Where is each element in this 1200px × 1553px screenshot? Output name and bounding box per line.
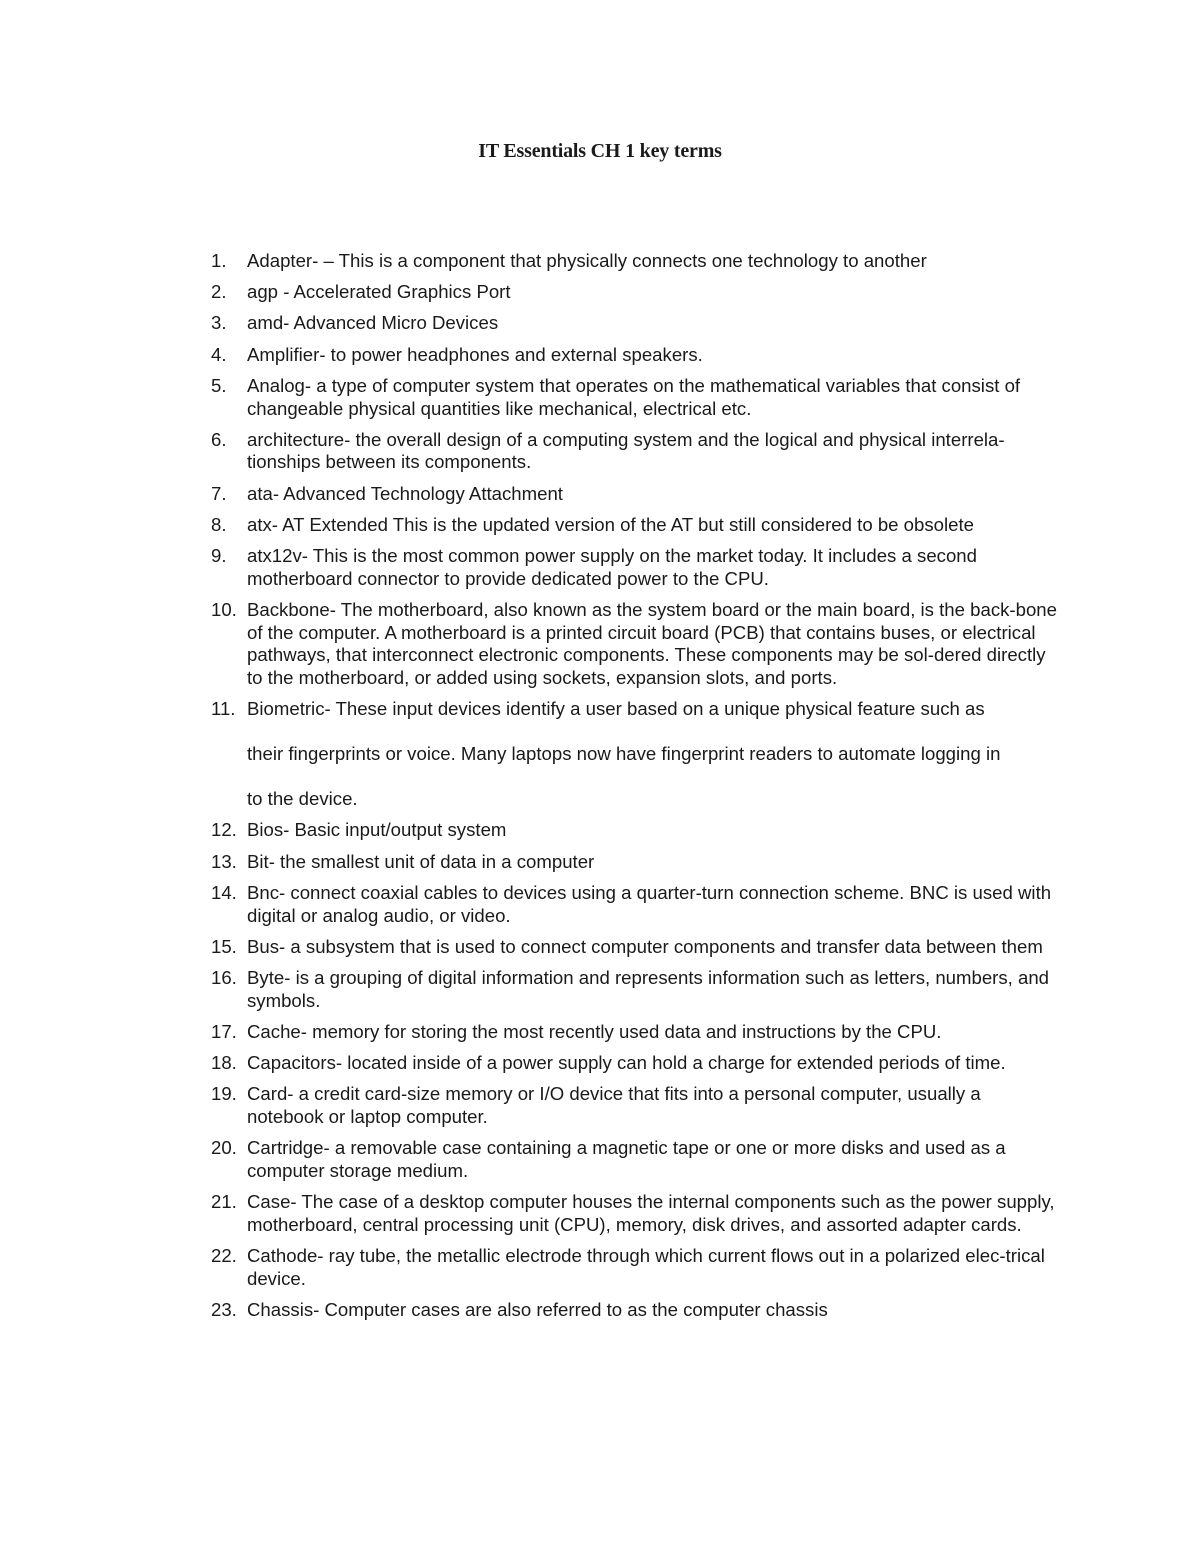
term-number: 9.: [211, 545, 227, 567]
term-number: 2.: [211, 281, 227, 303]
term-definition: Backbone- The motherboard, also known as the system board or the main board, is the back-bone of the computer. A motherboard is a printed circuit board (PCB) that contains buses, or electrical pathways, that interconnect electronic components. These components may be sol-dered directly to the motherboard, or added using sockets, expansion slots, and ports.: [247, 598, 1057, 689]
term-item: [0, 429, 1057, 474]
term-definition: Bus- a subsystem that is used to connect computer components and transfer data between them: [247, 935, 1043, 957]
term-number: 7.: [211, 482, 227, 504]
term-item: [0, 1299, 1057, 1322]
term-number: 13.: [211, 850, 237, 872]
term-definition: amd- Advanced Micro Devices: [247, 312, 499, 334]
term-item: [0, 698, 1057, 811]
term-number: 1.: [211, 250, 227, 271]
term-number: 4.: [211, 343, 227, 365]
term-item: [0, 312, 1057, 335]
term-definition: Byte- is a grouping of digital information and represents information such as letters, numbers, and symbols.: [247, 966, 1050, 1011]
term-definition-line: to the device.: [247, 788, 358, 810]
term-item: [0, 1052, 1057, 1075]
term-number: 19.: [211, 1083, 237, 1105]
term-definition: Cathode- ray tube, the metallic electrode through which current flows out in a polarized elec-trical device.: [247, 1245, 1045, 1289]
term-number: 15.: [211, 935, 237, 957]
term-definition: Bit- the smallest unit of data in a computer: [247, 850, 595, 872]
term-number: 16.: [211, 966, 237, 988]
term-definition: architecture- the overall design of a computing system and the logical and physical interrela-tionships between its components.: [247, 428, 1005, 473]
term-item: [0, 281, 1057, 304]
term-definition: atx12v- This is the most common power supply on the market today. It includes a second motherboard connector to provide dedicated power to the CPU.: [247, 545, 977, 589]
term-definition: [247, 698, 1057, 811]
term-item: [0, 483, 1057, 506]
term-item: [0, 344, 1057, 367]
term-item: [0, 514, 1057, 537]
term-number: 21.: [211, 1191, 237, 1213]
term-definition: ata- Advanced Technology Attachment: [247, 482, 563, 504]
term-definition: Adapter- – This is a component that physically connects one technology to another: [247, 250, 927, 271]
term-definition: atx- AT Extended This is the updated version of the AT but still considered to be obsolete: [247, 513, 974, 535]
term-item: [0, 819, 1057, 842]
term-number: 23.: [211, 1298, 237, 1320]
page-title: IT Essentials CH 1 key terms: [478, 140, 722, 162]
term-definition: Cartridge- a removable case containing a magnetic tape or one or more disks and used as a computer storage medium.: [247, 1137, 1006, 1181]
term-definition: Cache- memory for storing the most recently used data and instructions by the CPU.: [247, 1020, 942, 1042]
term-item: [0, 1245, 1057, 1290]
term-number: 18.: [211, 1052, 237, 1074]
term-number: 20.: [211, 1137, 237, 1159]
term-definition-line: their fingerprints or voice. Many laptops now have fingerprint readers to automate logging in: [247, 743, 1001, 765]
term-definition: Card- a credit card-size memory or I/O device that fits into a personal computer, usually a notebook or laptop computer.: [247, 1083, 981, 1127]
term-definition: Case- The case of a desktop computer houses the internal components such as the power supply, motherboard, central processing unit (CPU), memory, disk drives, and assorted adapter cards.: [247, 1191, 1055, 1235]
term-number: 10.: [211, 598, 237, 620]
term-item: [0, 599, 1057, 690]
key-terms-list: [0, 250, 1200, 1330]
term-number: 17.: [211, 1020, 237, 1042]
term-number: 5.: [211, 374, 227, 396]
term-definition: agp - Accelerated Graphics Port: [247, 281, 511, 303]
term-item: [0, 967, 1057, 1012]
term-item: [0, 1137, 1057, 1182]
term-item: [0, 882, 1057, 927]
term-definition: Bios- Basic input/output system: [247, 819, 507, 841]
term-item: [0, 936, 1057, 959]
term-item: [0, 250, 1057, 273]
term-number: 6.: [211, 428, 227, 450]
term-item: [0, 1191, 1057, 1236]
term-item: [0, 545, 1057, 590]
term-number: 14.: [211, 881, 237, 903]
term-item: [0, 851, 1057, 874]
term-definition: Analog- a type of computer system that operates on the mathematical variables that consist of changeable physical quantities like mechanical, electrical etc.: [247, 374, 1021, 419]
term-definition: Amplifier- to power headphones and external speakers.: [247, 343, 703, 365]
term-definition: Bnc- connect coaxial cables to devices using a quarter-turn connection scheme. BNC is used with digital or analog audio, or video.: [247, 881, 1052, 926]
term-number: 3.: [211, 312, 227, 334]
term-definition: Capacitors- located inside of a power supply can hold a charge for extended periods of time.: [247, 1052, 1006, 1074]
term-item: [0, 1021, 1057, 1044]
term-number: 22.: [211, 1245, 237, 1266]
term-number: 8.: [211, 513, 227, 535]
term-definition-line: Biometric- These input devices identify a user based on a unique physical feature such as: [247, 698, 985, 720]
term-definition: Chassis- Computer cases are also referred to as the computer chassis: [247, 1298, 828, 1320]
term-number: 12.: [211, 819, 237, 841]
term-item: [0, 1083, 1057, 1128]
term-number: 11.: [211, 698, 236, 720]
term-item: [0, 375, 1057, 420]
